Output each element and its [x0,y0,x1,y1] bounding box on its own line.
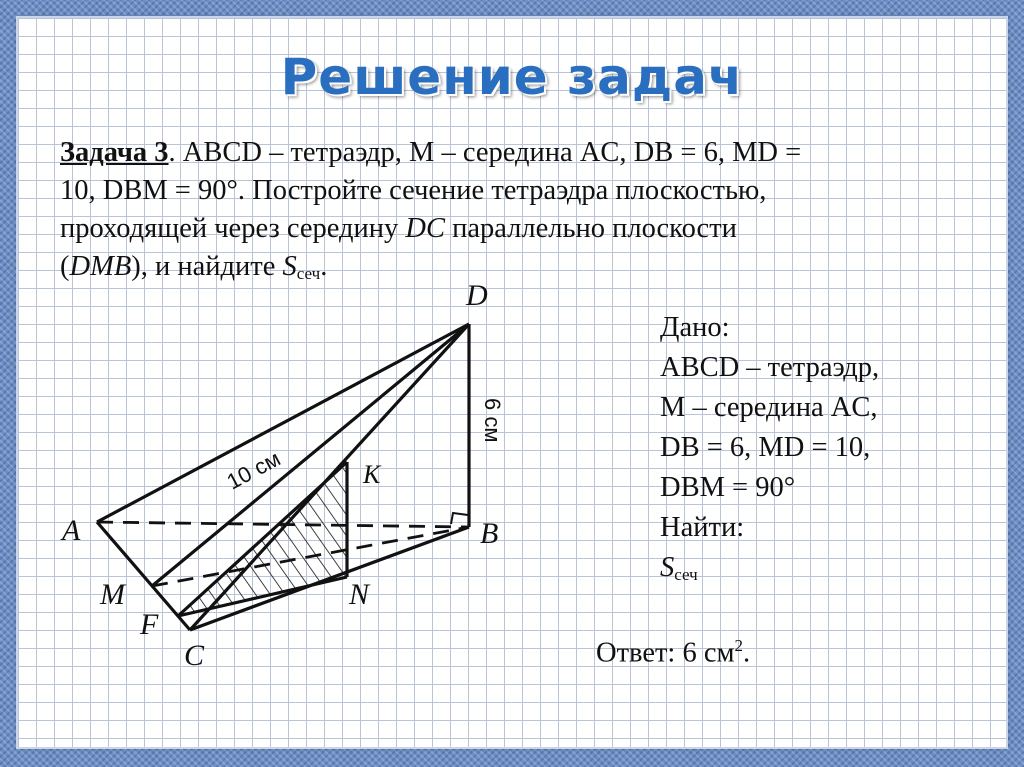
label-m: M [100,578,125,611]
task-dmb: DMB [69,251,132,282]
given-heading: Дано: [660,312,730,343]
slide-title: Решение задач [280,48,744,106]
find-s-sub: сеч [674,565,698,584]
given-block [660,308,879,595]
task-line3b: параллельно плоскости [444,213,737,244]
task-line3a: проходящей через середину [60,213,406,244]
answer [596,636,750,670]
label-f: F [140,608,159,641]
edge-ad [97,324,469,522]
given-line1: ABCD – тетраэдр, [660,352,880,383]
answer-end: . [743,637,751,669]
label-n: N [349,578,370,611]
label-b: B [480,517,499,550]
task-line1: . ABCD – тетраэдр, M – середина AC, DB = 6, MD = [168,137,802,168]
task-line2: 10, DBM = 90°. Постройте сечение тетраэдра плоскостью, [60,175,767,206]
task-line4c: . [320,251,328,282]
label-d: D [466,279,488,312]
given-line4: DBM = 90° [660,472,796,503]
right-angle-mark [451,513,468,524]
label-c: C [184,639,205,672]
find-s: S [660,552,675,583]
answer-sup: 2 [734,636,744,655]
label-db-length: 6 см [480,398,505,443]
task-label: Задача 3 [60,137,169,168]
answer-text: Ответ: 6 см [596,637,735,669]
task-line4b: ), и найдите [131,251,283,282]
given-line2: M – середина AC, [660,392,878,423]
find-heading: Найти: [660,512,745,543]
label-k: K [363,460,381,489]
task-line4a: ( [60,251,70,282]
task-s-sub: сеч [296,264,321,283]
task-s: S [282,251,297,282]
label-a: A [62,514,81,547]
label-md-length: 10 см [222,445,285,495]
task-dc: DC [405,213,445,244]
find-target [660,548,879,595]
given-line3: DB = 6, MD = 10, [660,432,871,463]
